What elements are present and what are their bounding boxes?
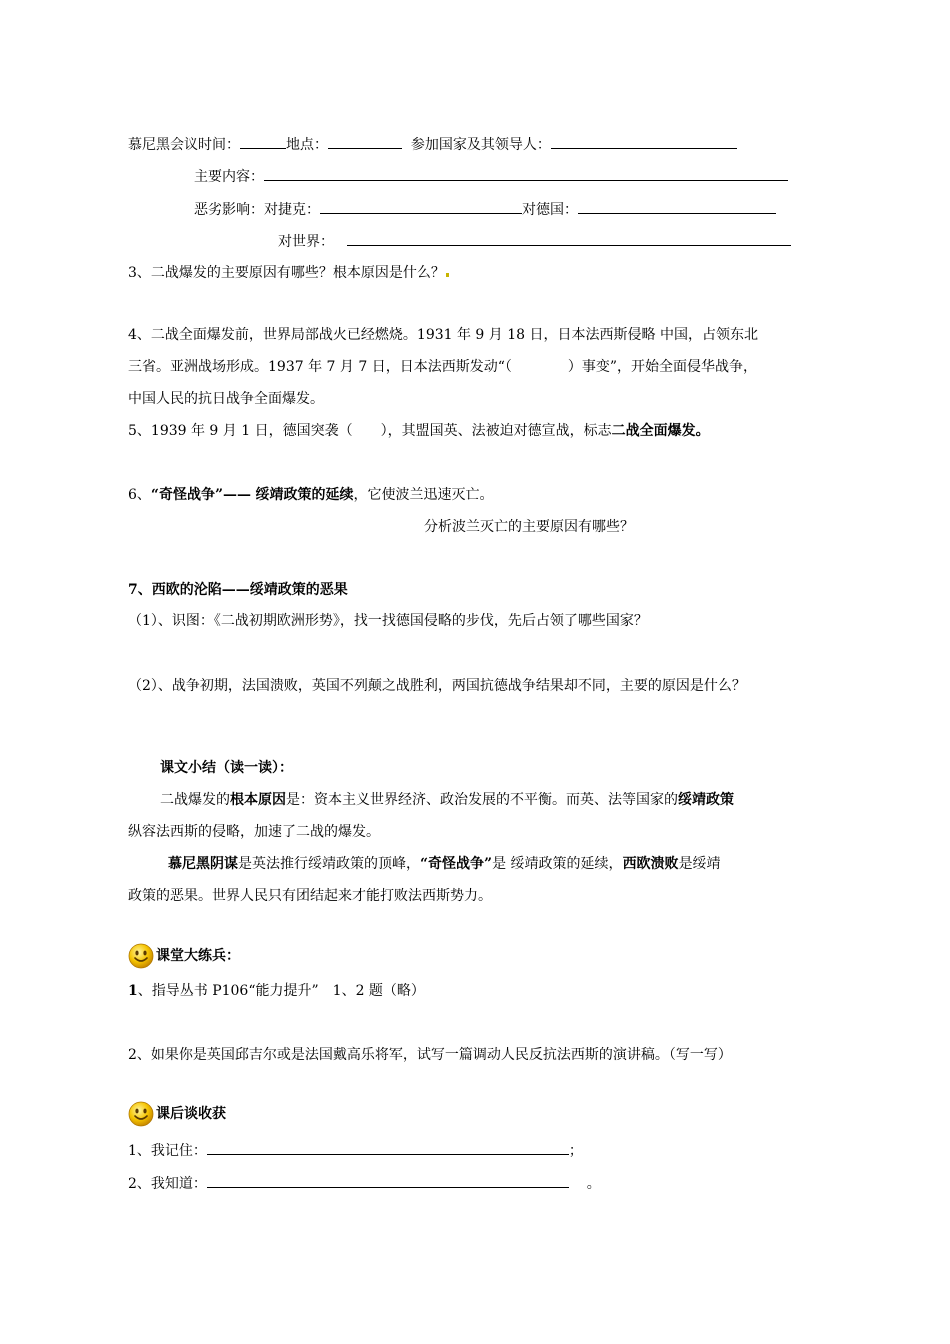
blank-time	[240, 134, 286, 149]
practice-item-1-text: 、指导丛书 P106“能力提升” 1、2 题（略）	[137, 983, 425, 999]
munich-time-label: 慕尼黑会议时间：	[128, 137, 240, 153]
question-6-sub: 分析波兰灭亡的主要原因有哪些？	[424, 519, 634, 535]
summary-text: 是：资本主义世界经济、政治发展的不平衡。而英、法等国家的	[286, 792, 678, 808]
question-5-text: 5、1939 年 9 月 1 日，德国突袭（ ），其盟国英、法被迫对德宣战，标志	[128, 423, 612, 439]
question-3-text: 3、二战爆发的主要原因有哪些？根本原因是什么？	[128, 265, 445, 281]
question-3	[128, 263, 450, 283]
munich-line-1	[128, 134, 737, 155]
smiley-face-icon	[128, 943, 154, 969]
munich-place-label: 地点：	[286, 137, 328, 153]
question-6-bold-1: “奇怪战争”——	[150, 487, 252, 503]
munich-line-3	[194, 199, 776, 220]
munich-content-label: 主要内容：	[194, 169, 264, 185]
question-6-bold-2: 绥靖政策的延续	[255, 487, 354, 503]
harvest-item-1	[128, 1140, 583, 1161]
blank-content	[264, 166, 788, 181]
harvest-title: 课后谈收获	[156, 1106, 226, 1122]
munich-line-2	[194, 166, 788, 187]
harvest-item-1-end: ；	[568, 1143, 583, 1159]
question-6-num: 6、	[128, 487, 151, 503]
practice-heading	[128, 942, 240, 970]
blank-germany	[578, 199, 776, 214]
summary-text: 是 绥靖政策的延续，	[492, 856, 623, 872]
summary-bold: 根本原因	[230, 792, 286, 808]
harvest-item-1-label: 1、我记住：	[128, 1143, 207, 1159]
harvest-heading	[128, 1100, 226, 1128]
question-5-bold: 二战全面爆发。	[611, 423, 710, 439]
blank-czech	[320, 199, 522, 214]
munich-effect-label: 恶劣影响：	[194, 202, 264, 218]
question-6-rest: ，它使波兰迅速灭亡。	[353, 487, 494, 503]
summary-p1-line-1	[160, 790, 734, 810]
blank-countries	[551, 134, 737, 149]
practice-item-2: 2、如果你是英国邱吉尔或是法国戴高乐将军，试写一篇调动人民反抗法西斯的演讲稿。（写一写）	[128, 1047, 732, 1063]
munich-germany-label: 对德国：	[522, 202, 578, 218]
question-4-line-2: 三省。亚洲战场形成。1937 年 7 月 7 日，日本法西斯发动“（ ）事变”，开始全面侵华战争，	[128, 359, 758, 375]
munich-line-4	[278, 231, 791, 252]
summary-text: 二战爆发的	[160, 792, 230, 808]
summary-bold: 西欧溃败	[622, 856, 679, 872]
summary-bold: 绥靖政策	[678, 792, 734, 808]
blank-world	[347, 231, 791, 246]
practice-item-1	[128, 981, 425, 1001]
munich-countries-label: 参加国家及其领导人：	[410, 137, 551, 153]
question-7-title: 7、西欧的沦陷——绥靖政策的恶果	[128, 582, 348, 598]
munich-world-label: 对世界：	[278, 234, 334, 250]
harvest-item-2-end: 。	[586, 1176, 601, 1192]
blank-place	[328, 134, 402, 149]
summary-title: 课文小结（读一读）：	[160, 760, 293, 776]
munich-czech-label: 对捷克：	[264, 202, 320, 218]
summary-text: 是绥靖	[678, 856, 721, 872]
question-4-line-3: 中国人民的抗日战争全面爆发。	[128, 391, 324, 407]
question-7-sub-2: （2）、战争初期，法国溃败，英国不列颠之战胜利，两国抗德战争结果却不同，主要的原因是什么？	[128, 678, 746, 694]
smiley-face-icon	[128, 1101, 154, 1127]
summary-p2-line-2: 政策的恶果。世界人民只有团结起来才能打败法西斯势力。	[128, 888, 492, 904]
summary-p1-line-2: 纵容法西斯的侵略，加速了二战的爆发。	[128, 824, 380, 840]
question-7-sub-1: （1）、识图：《二战初期欧洲形势》，找一找德国侵略的步伐，先后占领了哪些国家？	[128, 613, 648, 629]
practice-item-1-num: 1	[128, 983, 138, 999]
blank-know	[207, 1173, 569, 1188]
blank-remember	[207, 1140, 569, 1155]
marker-dot	[446, 273, 449, 277]
question-6	[128, 485, 493, 505]
summary-text: 是英法推行绥靖政策的顶峰，	[238, 856, 420, 872]
summary-bold: 慕尼黑阴谋	[168, 856, 238, 872]
summary-bold: “奇怪战争”	[420, 856, 493, 872]
practice-title: 课堂大练兵：	[156, 948, 240, 964]
harvest-item-2-label: 2、我知道：	[128, 1176, 207, 1192]
question-5	[128, 421, 710, 441]
summary-p2-line-1	[168, 854, 721, 874]
harvest-item-2	[128, 1173, 601, 1194]
question-4-line-1: 4、二战全面爆发前，世界局部战火已经燃烧。1931 年 9 月 18 日，日本法西斯侵略 中国，占领东北	[128, 327, 758, 343]
